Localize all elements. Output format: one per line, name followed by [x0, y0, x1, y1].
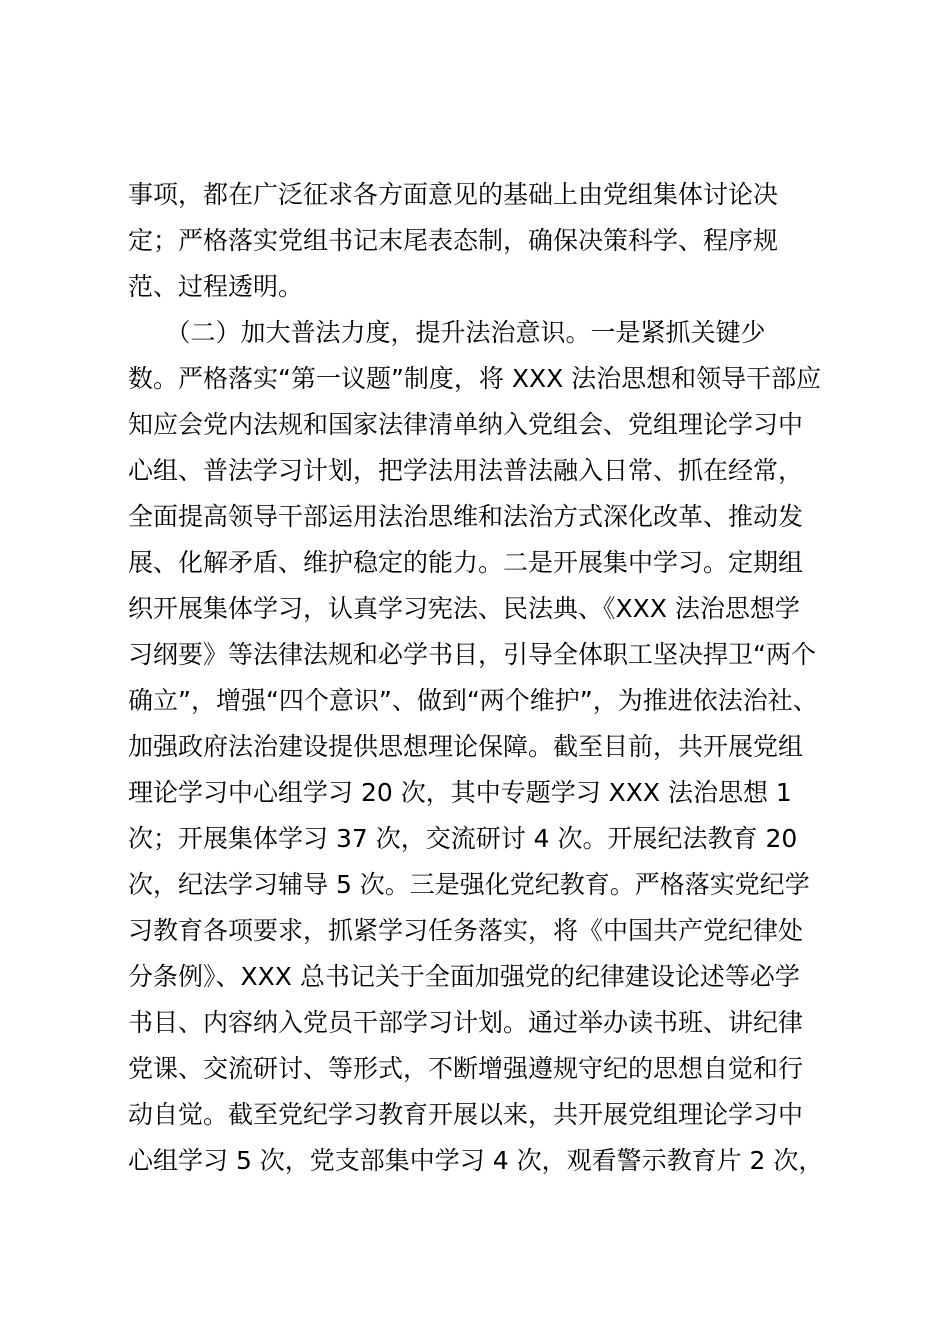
text-line: 党课、交流研讨、等形式，不断增强遵规守纪的思想自觉和行 [128, 1054, 804, 1083]
text-line: 心组学习 5 次，党支部集中学习 4 次，观看警示教育片 2 次， [128, 1146, 824, 1175]
text-line: 习纲要》等法律法规和必学书目，引导全体职工坚决捍卫“两个 [128, 640, 816, 669]
section-heading-line: （二）加大普法力度，提升法治意识。一是紧抓关键少 [128, 318, 766, 347]
text-line: 分条例》、XXX 总书记关于全面加强党的纪律建设论述等必学 [128, 962, 800, 991]
text-line: 理论学习中心组学习 20 次，其中专题学习 XXX 法治思想 1 [128, 778, 792, 807]
text-line: 习教育各项要求，抓紧学习任务落实，将《中国共产党纪律处 [128, 916, 804, 945]
body-text [128, 172, 828, 1184]
text-line: 动自觉。截至党纪学习教育开展以来，共开展党组理论学习中 [128, 1100, 804, 1129]
text-line: 书目、内容纳入党员干部学习计划。通过举办读书班、讲纪律 [128, 1008, 804, 1037]
text-line: 范、过程透明。 [128, 272, 304, 301]
text-line: 定；严格落实党组书记末尾表态制，确保决策科学、程序规 [128, 226, 779, 255]
text-line: 次，纪法学习辅导 5 次。三是强化党纪教育。严格落实党纪学 [128, 870, 810, 899]
text-line: 数。严格落实“第一议题”制度，将 XXX 法治思想和领导干部应 [128, 364, 822, 393]
text-line: 事项，都在广泛征求各方面意见的基础上由党组集体讨论决 [128, 180, 779, 209]
text-line: 展、化解矛盾、维护稳定的能力。二是开展集中学习。定期组 [128, 548, 804, 577]
text-line: 知应会党内法规和国家法律清单纳入党组会、党组理论学习中 [128, 410, 804, 439]
text-line: 织开展集体学习，认真学习宪法、民法典、《XXX 法治思想学 [128, 594, 800, 623]
text-line: 加强政府法治建设提供思想理论保障。截至目前，共开展党组 [128, 732, 804, 761]
text-line: 次；开展集体学习 37 次，交流研讨 4 次。开展纪法教育 20 [128, 824, 798, 853]
text-line: 心组、普法学习计划，把学法用法普法融入日常、抓在经常， [128, 456, 804, 485]
text-line: 确立”，增强“四个意识”、做到“两个维护”，为推进依法治社、 [128, 686, 818, 715]
text-line: 全面提高领导干部运用法治思维和法治方式深化改革、推动发 [128, 502, 804, 531]
